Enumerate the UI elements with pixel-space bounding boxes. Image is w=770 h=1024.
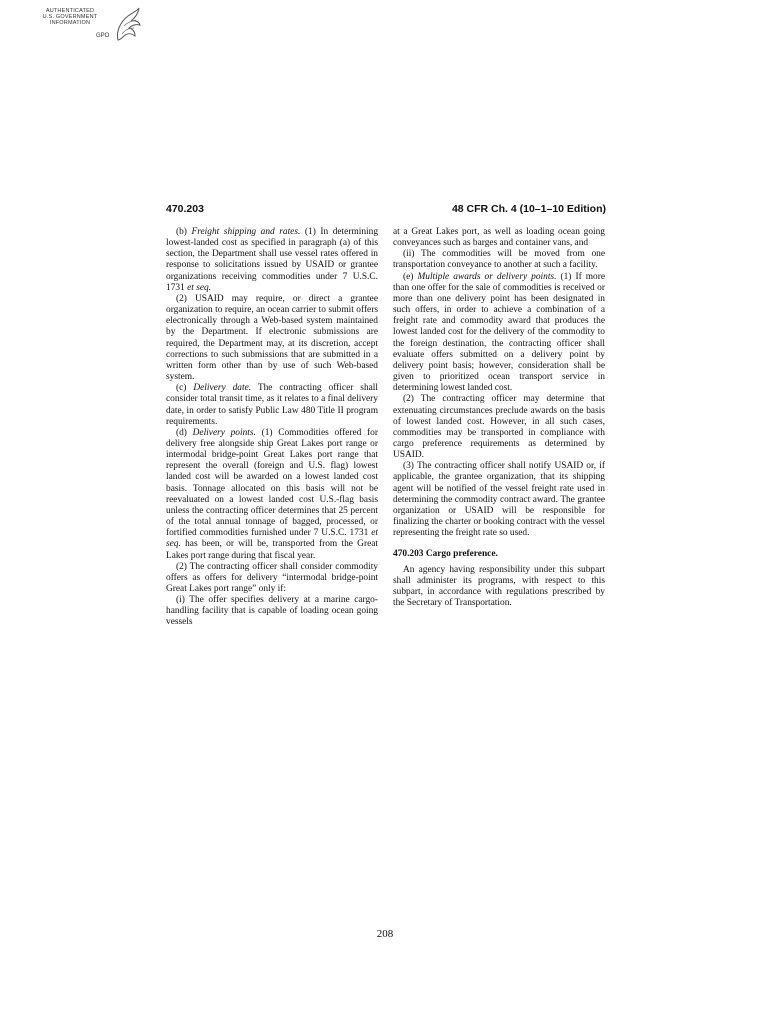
paragraph-d2i-continued: at a Great Lakes port, as well as loading ocean going conveyances such as barges and container vans, and (393, 227, 605, 249)
paragraph-c: (c) Delivery date. The contracting officer shall consider total transit time, as it relates to a final delivery date, in order to satisfy Public Law 480 Title II program requirements. (166, 383, 379, 427)
header-section-number: 470.203 (166, 203, 204, 215)
paragraph-e: (e) Multiple awards or delivery points. (1) If more than one offer for the sale of commodities is received or more than one delivery point has been designated in such offers, in order to achieve a combination of a freight rate and commodity award that produces the lowest landed cost for the delivery of the commodity to the foreign destination, the contracting officer shall evaluate offers submitted on a delivery point by delivery point basis; however, consideration shall be given to prioritized ocean transport service in determining lowest landed cost. (393, 271, 605, 394)
paragraph-e3: (3) The contracting officer shall notify USAID or, if applicable, the grantee organization, that its shipping agent will be notified of the vessel freight rate used in determining the commodity contract award. The grantee organization or USAID will be responsible for finalizing the charter or booking contract with the vessel representing the freight rate so used. (393, 461, 605, 539)
paragraph-d2i: (i) The offer specifies delivery at a marine cargo-handling facility that is capable of loading ocean going vessels (166, 595, 378, 628)
paragraph-section-text: An agency having responsibility under this subpart shall administer its programs, with respect to this subpart, in accordance with regulations prescribed by the Secretary of Transportation. (393, 564, 605, 608)
left-column (166, 227, 378, 629)
paragraph-b: (b) Freight shipping and rates. (1) In determining lowest-landed cost as specified in paragraph (a) of this section, the Department shall use vessel rates offered in response to solicitations issued by USAID or grantee organizations receiving commodities under 7 U.S.C. 1731 et seq. (166, 227, 379, 293)
paragraph-heading: Delivery points. (192, 427, 256, 438)
paragraph-e2: (2) The contracting officer may determine that extenuating circumstances preclude awards on the basis of lowest landed cost. However, in all such cases, commodities may be transported in compliance with cargo preference requirements as determined by USAID. (393, 394, 605, 461)
paragraph-b2: (2) USAID may require, or direct a grantee organization to require, an ocean carrier to submit offers electronically through a Web-based system maintained by the Department. If electronic submissions are required, the Department may, at its discretion, accept corrections to such submissions that are submitted in a written form other than by use of such Web-based system. (166, 293, 378, 383)
paragraph-d: (d) Delivery points. (1) Commodities offered for delivery free alongside ship Great Lakes port range or intermodal bridge-point Great Lakes port range that represent the overall (foreign and U.S. flag) lowest landed cost will be awarded on a lowest landed cost basis. Tonnage allocated on this basis will not be reevaluated on a lowest landed cost U.S.-flag basis unless the contracting officer determines that 25 percent of the total annual tonnage of bagged, processed, or fortified commodities furnished under 7 U.S.C. 1731 et seq. has been, or will be, transported from the Great Lakes port range during that fiscal year. (166, 427, 378, 561)
paragraph-heading: Multiple awards or delivery points. (417, 271, 557, 282)
eagle-icon (112, 6, 142, 46)
gpo-label: GPO (96, 33, 110, 39)
page-number: 208 (376, 928, 394, 940)
page-header (166, 203, 606, 219)
paragraph-d2ii: (ii) The commodities will be moved from one transportation conveyance to another at such a facility. (393, 249, 605, 271)
header-title: 48 CFR Ch. 4 (10–1–10 Edition) (451, 203, 606, 215)
right-column (393, 227, 605, 609)
paragraph-d2: (2) The contracting officer shall consider commodity offers as offers for delivery “intermodal bridge-point Great Lakes port range” only if: (166, 561, 378, 594)
paragraph-heading: Freight shipping and rates. (191, 227, 301, 237)
gpo-authentication-logo (30, 6, 142, 48)
section-heading: 470.203 Cargo preference. (393, 549, 498, 560)
paragraph-heading: Delivery date. (193, 383, 252, 394)
authentication-text: AUTHENTICATED U.S. GOVERNMENT INFORMATION (42, 8, 98, 27)
